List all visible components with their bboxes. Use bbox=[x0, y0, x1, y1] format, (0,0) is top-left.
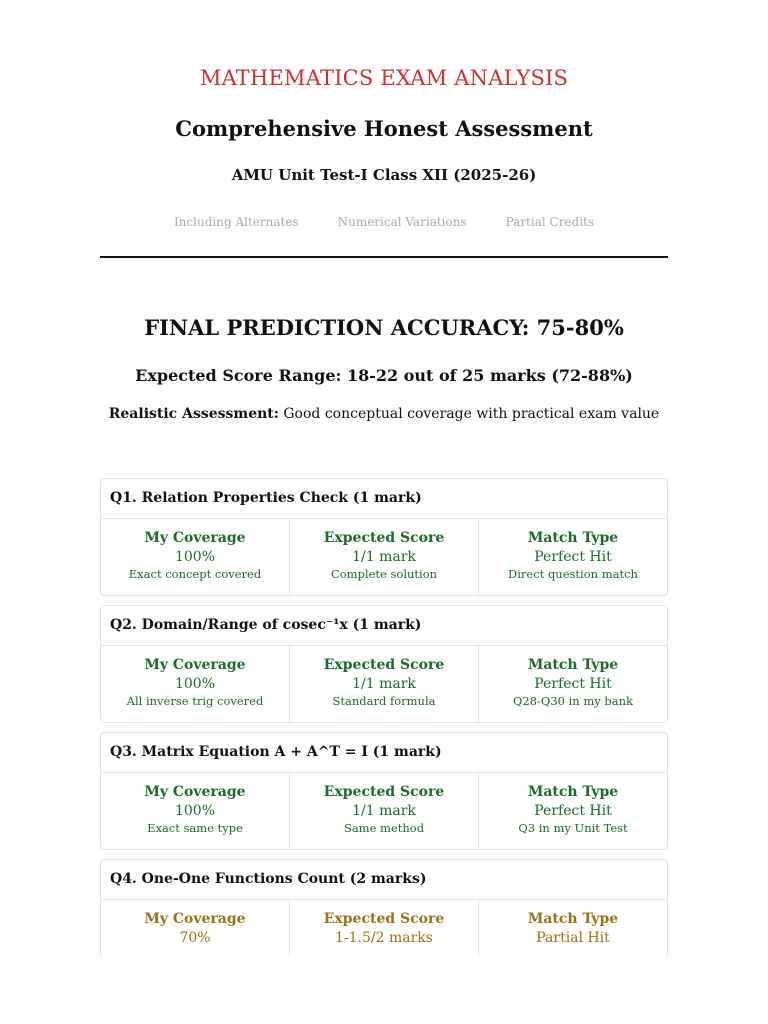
score-value: 1/1 mark bbox=[352, 549, 416, 565]
match-value: Perfect Hit bbox=[534, 549, 612, 565]
realistic-assessment bbox=[100, 406, 668, 422]
match-label: Match Type bbox=[527, 784, 619, 800]
coverage-cell bbox=[101, 900, 290, 956]
coverage-note: Exact concept covered bbox=[128, 567, 262, 581]
score-value: 1/1 mark bbox=[352, 676, 416, 692]
match-value: Perfect Hit bbox=[534, 803, 612, 819]
score-cell bbox=[290, 900, 479, 956]
realistic-text: Good conceptual coverage with practical exam value bbox=[278, 406, 660, 422]
question-card-q3 bbox=[100, 732, 668, 850]
match-cell bbox=[479, 646, 667, 722]
tag-partial: Partial Credits bbox=[505, 215, 595, 229]
tag-row bbox=[100, 215, 668, 229]
score-cell bbox=[290, 773, 479, 849]
coverage-value: 70% bbox=[179, 930, 211, 946]
match-note: Direct question match bbox=[508, 567, 638, 581]
score-range: Expected Score Range: 18-22 out of 25 marks (72-88%) bbox=[135, 366, 633, 385]
coverage-label: My Coverage bbox=[144, 530, 246, 546]
score-note: Complete solution bbox=[330, 567, 438, 581]
coverage-label: My Coverage bbox=[144, 784, 246, 800]
coverage-cell bbox=[101, 519, 290, 595]
score-cell bbox=[290, 519, 479, 595]
coverage-value: 100% bbox=[174, 549, 216, 565]
score-label: Expected Score bbox=[323, 911, 445, 927]
coverage-cell bbox=[101, 646, 290, 722]
score-value: 1/1 mark bbox=[352, 803, 416, 819]
score-note: Same method bbox=[343, 821, 425, 835]
match-note: Q3 in my Unit Test bbox=[518, 821, 628, 835]
coverage-label: My Coverage bbox=[144, 657, 246, 673]
match-label: Match Type bbox=[527, 911, 619, 927]
question-title: Q3. Matrix Equation A + A^T = I (1 mark) bbox=[101, 733, 667, 773]
page-title: MATHEMATICS EXAM ANALYSIS bbox=[199, 66, 569, 90]
match-cell bbox=[479, 519, 667, 595]
coverage-value: 100% bbox=[174, 803, 216, 819]
question-title: Q4. One-One Functions Count (2 marks) bbox=[101, 860, 667, 900]
question-title: Q2. Domain/Range of cosec⁻¹x (1 mark) bbox=[101, 606, 667, 646]
score-label: Expected Score bbox=[323, 657, 445, 673]
match-note: Q28-Q30 in my bank bbox=[512, 694, 634, 708]
coverage-label: My Coverage bbox=[144, 911, 246, 927]
coverage-note: All inverse trig covered bbox=[126, 694, 264, 708]
tag-numerical: Numerical Variations bbox=[337, 215, 467, 229]
match-cell bbox=[479, 900, 667, 956]
score-label: Expected Score bbox=[323, 530, 445, 546]
tag-alternates: Including Alternates bbox=[173, 215, 299, 229]
score-label: Expected Score bbox=[323, 784, 445, 800]
score-cell bbox=[290, 646, 479, 722]
coverage-cell bbox=[101, 773, 290, 849]
match-cell bbox=[479, 773, 667, 849]
question-card-q4 bbox=[100, 859, 668, 956]
match-label: Match Type bbox=[527, 530, 619, 546]
score-note: Standard formula bbox=[332, 694, 436, 708]
coverage-value: 100% bbox=[174, 676, 216, 692]
match-label: Match Type bbox=[527, 657, 619, 673]
divider bbox=[100, 256, 668, 258]
coverage-note: Exact same type bbox=[147, 821, 243, 835]
question-card-q2 bbox=[100, 605, 668, 723]
match-value: Partial Hit bbox=[536, 930, 610, 946]
page-subtitle: Comprehensive Honest Assessment bbox=[175, 116, 593, 141]
exam-name: AMU Unit Test-I Class XII (2025-26) bbox=[231, 166, 537, 184]
match-value: Perfect Hit bbox=[534, 676, 612, 692]
realistic-label: Realistic Assessment: bbox=[108, 406, 279, 422]
final-prediction: FINAL PREDICTION ACCURACY: 75-80% bbox=[144, 315, 624, 340]
score-value: 1-1.5/2 marks bbox=[335, 930, 433, 946]
question-title: Q1. Relation Properties Check (1 mark) bbox=[101, 479, 667, 519]
question-card-q1 bbox=[100, 478, 668, 596]
